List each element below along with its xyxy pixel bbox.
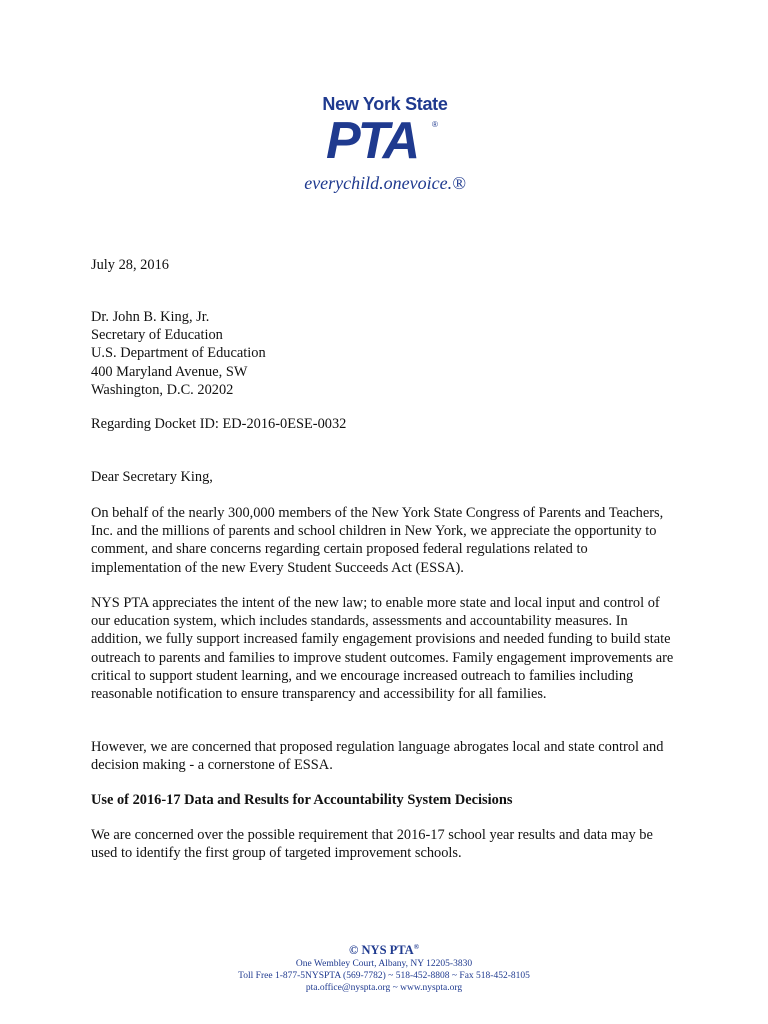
section-heading: Use of 2016-17 Data and Results for Accountability System Decisions xyxy=(91,792,513,808)
address-line: Secretary of Education xyxy=(91,327,223,344)
address-line: U.S. Department of Education xyxy=(91,345,266,362)
address-line: 400 Maryland Avenue, SW xyxy=(91,363,248,380)
logo-registered-mark: ® xyxy=(432,120,438,129)
paragraph-intro: On behalf of the nearly 300,000 members of the New York State Congress of Parents and Teachers, Inc. and the millions of parents and school children in New York, we appreciate the opportunity to comment, and share concerns regarding certain proposed federal regulations related to implementation of the new Every Student Succeeds Act (ESSA). xyxy=(91,505,664,576)
salutation: Dear Secretary King, xyxy=(91,469,213,485)
pta-logo xyxy=(0,92,768,202)
logo-title: New York State xyxy=(322,94,448,114)
footer-phones: Toll Free 1-877-5NYSPTA (569-7782) ~ 518-452-8808 ~ Fax 518-452-8105 xyxy=(238,971,530,982)
address-line: Dr. John B. King, Jr. xyxy=(91,309,210,325)
paragraph-concern: However, we are concerned that proposed regulation language abrogates local and state control and decision making - a cornerstone of ESSA. xyxy=(91,739,664,774)
logo-pta-mark: PTA xyxy=(326,112,418,170)
logo-tagline: everychild.onevoice.® xyxy=(304,173,466,193)
paragraph-data-concern: We are concerned over the possible requirement that 2016-17 school year results and data may be used to identify the first group of targeted improvement schools. xyxy=(91,827,653,862)
letter-date: July 28, 2016 xyxy=(91,257,169,273)
footer-org: © NYS PTA® xyxy=(349,943,419,958)
address-line: Washington, D.C. 20202 xyxy=(91,381,234,398)
footer-registered-mark: ® xyxy=(413,943,419,951)
letterhead-footer xyxy=(0,940,768,994)
footer-web: pta.office@nyspta.org ~ www.nyspta.org xyxy=(305,983,463,994)
docket-reference: Regarding Docket ID: ED-2016-0ESE-0032 xyxy=(91,416,347,432)
paragraph-support: NYS PTA appreciates the intent of the new law; to enable more state and local input and control of our education system, which includes standards, assessments and accountability measures. In addition, we fully support increased family engagement provisions and needed funding to build state outreach to parents and families to improve student outcomes. Family engagement improvements are critical to support student learning, and we encourage increased outreach to families including reasonable notification to ensure transparency and accessibility for all families. xyxy=(91,595,674,703)
footer-address: One Wembley Court, Albany, NY 12205-3830 xyxy=(295,959,473,970)
recipient-address xyxy=(91,308,681,399)
